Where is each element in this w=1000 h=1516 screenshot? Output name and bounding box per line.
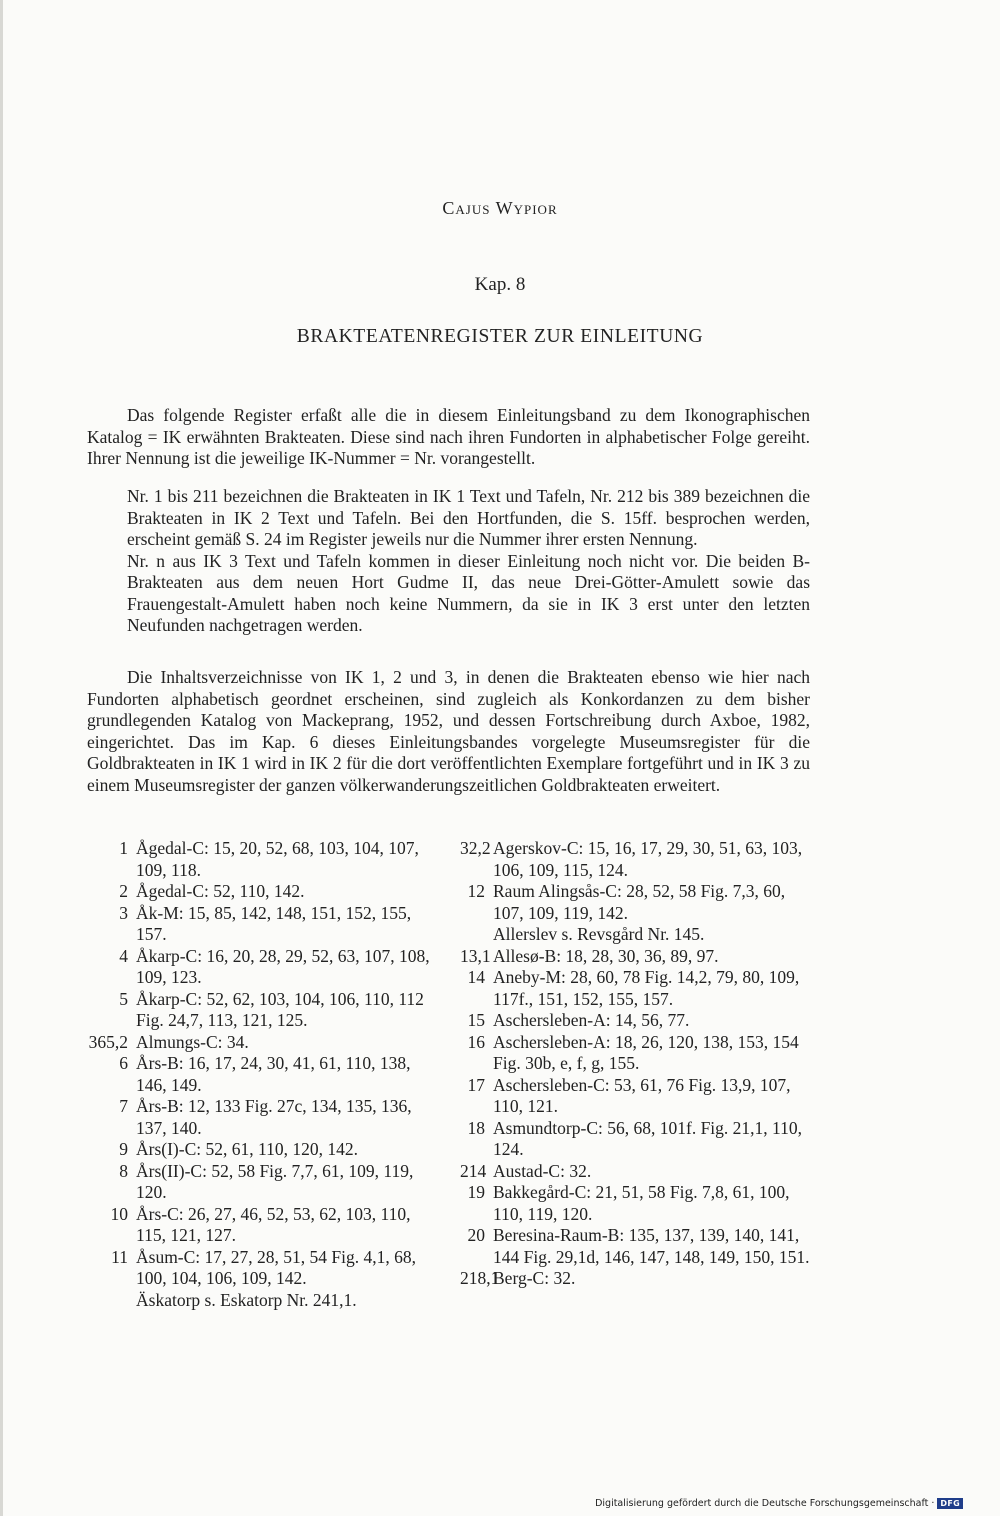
entry-text: Allerslev s. Revsgård Nr. 145. [493,924,705,944]
register-entry [82,946,432,989]
intro-paragraph-3: Nr. n aus IK 3 Text und Tafeln kommen in dieser Einleitung noch nicht vor. Die beiden B-Brakteaten aus dem neuen Hort Gudme II, das neue Drei-Götter-Amulett sowie das Frauengestalt-Amulett haben noch keine Nummern, da sie in IK 3 erst unter den letzten Neufunden nachgetragen werden. [127,550,810,635]
entry-number [82,1290,128,1312]
register-entry [82,1032,432,1054]
entry-number: 10 [110,1203,128,1224]
entry-number: 19 [467,1182,485,1202]
register-entry [460,967,810,1010]
entry-text: Års-B: 16, 17, 24, 30, 41, 61, 110, 138, 146, 149. [136,1053,411,1095]
register-entry [460,1161,810,1183]
entry-number [460,924,485,946]
register-entry [82,1290,432,1312]
entry-number: 5 [119,988,128,1009]
entry-number: 14 [467,967,485,987]
entry-text: Aschersleben-C: 53, 61, 76 Fig. 13,9, 107, 110, 121. [493,1074,791,1116]
entry-text: Ågedal-C: 15, 20, 52, 68, 103, 104, 107, 109, 118. [136,838,419,880]
entry-number: 15 [467,1010,485,1030]
entry-number: 16 [467,1031,485,1052]
register-entry [460,1268,810,1290]
entry-number: 11 [111,1246,128,1267]
register-entry [82,903,432,946]
chapter-title: BRAKTEATENREGISTER ZUR EINLEITUNG [296,326,704,347]
register-entry [460,838,810,881]
intro-paragraph-4: Die Inhaltsverzeichnisse von IK 1, 2 und 3, in denen die Brakteaten ebenso wie hier nach Fundorten alphabetisch geordnet erscheinen, sind zugleich als Konkordanzen zu dem bisher grundlegenden Katalog von Mackeprang, 1952, und dessen Fortschreibung durch Axboe, 1982, eingerichtet. Das im Kap. 6 dieses Einleitungsbandes vorgelegte Museumsregister für die Goldbrakteaten in IK 1 wird in IK 2 für die dort veröffentlichten Exemplare fortgeführt und in IK 3 zu einem Museumsregister der ganzen völkerwanderungszeitlichen Goldbrakteaten erweitert. [87,667,810,795]
entry-number: 3 [119,902,128,923]
indented-note [127,486,810,637]
entry-number: 218,1 [460,1268,500,1288]
entry-text: Berg-C: 32. [493,1268,576,1288]
register-entry [460,1182,810,1225]
register-entry [82,1204,432,1247]
register-column-left [82,838,432,1311]
entry-number: 7 [119,1096,128,1116]
entry-text: Beresina-Raum-B: 135, 137, 139, 140, 141, 144 Fig. 29,1d, 146, 147, 148, 149, 150, 151. [493,1225,810,1267]
footer-credit [595,1498,963,1509]
register-entry [460,881,810,924]
author-name: Cajus Wypior [442,198,558,218]
entry-number: 32,2 [460,838,491,858]
entry-text: Års-C: 26, 27, 46, 52, 53, 62, 103, 110, 115, 121, 127. [136,1203,411,1245]
entry-number: 13,1 [460,945,491,966]
register-column-right [460,838,810,1290]
entry-number: 8 [119,1160,128,1181]
entry-text: Almungs-C: 34. [136,1031,249,1052]
register-entry [82,1053,432,1096]
register-entry [82,1247,432,1290]
register-entry [82,838,432,881]
entry-text: Åkarp-C: 16, 20, 28, 29, 52, 63, 107, 108, 109, 123. [136,945,430,987]
entry-text: Agerskov-C: 15, 16, 17, 29, 30, 51, 63, 103, 106, 109, 115, 124. [493,838,803,880]
entry-text: Raum Alingsås-C: 28, 52, 58 Fig. 7,3, 60, 107, 109, 119, 142. [493,881,786,923]
entry-text: Aschersleben-A: 14, 56, 77. [493,1010,690,1030]
register-entry [82,1161,432,1204]
entry-text: Bakkegård-C: 21, 51, 58 Fig. 7,8, 61, 100, 110, 119, 120. [493,1182,790,1224]
intro-paragraph-2: Nr. 1 bis 211 bezeichnen die Brakteaten in IK 1 Text und Tafeln, Nr. 212 bis 389 bezeichnen die Brakteaten in IK 2 Text und Tafeln. Bei den Hortfunden, die S. 15ff. besprochen werden, erscheint gemäß S. 24 im Register jeweils nur die Nummer ihrer ersten Nennung. [127,486,810,549]
chapter-number: Kap. 8 [474,274,526,295]
page-edge [0,0,3,1516]
entry-text: Asmundtorp-C: 56, 68, 101f. Fig. 21,1, 110, 124. [493,1117,803,1159]
register-entry [460,1075,810,1118]
intro-paragraph-1: Das folgende Register erfaßt alle die in diesem Einleitungsband zu dem Ikonographischen Katalog = IK erwähnten Brakteaten. Diese sind nach ihren Fundorten in alphabetischer Folge gereiht. Ihrer Nennung ist die jeweilige IK-Nummer = Nr. vorangestellt. [87,405,810,468]
register-entry [460,1225,810,1268]
entry-text: Austad-C: 32. [493,1160,592,1181]
entry-text: Aschersleben-A: 18, 26, 120, 138, 153, 154 Fig. 30b, e, f, g, 155. [493,1031,799,1073]
entry-number: 9 [119,1139,128,1159]
entry-number: 18 [467,1117,485,1138]
entry-number: 12 [467,881,485,901]
entry-text: Äskatorp s. Eskatorp Nr. 241,1. [136,1289,357,1310]
entry-text: Åkarp-C: 52, 62, 103, 104, 106, 110, 112 Fig. 24,7, 113, 121, 125. [136,988,424,1030]
register-entry [82,1139,432,1161]
entry-text: Års(I)-C: 52, 61, 110, 120, 142. [136,1139,358,1159]
entry-number: 2 [119,881,128,901]
entry-text: Års(II)-C: 52, 58 Fig. 7,7, 61, 109, 119, 120. [136,1160,414,1202]
entry-text: Ågedal-C: 52, 110, 142. [136,881,305,901]
register-entry [82,881,432,903]
entry-number: 1 [119,838,128,858]
entry-number: 6 [119,1053,128,1073]
register-entry [460,1010,810,1032]
register-entry [460,946,810,968]
entry-number: 365,2 [88,1031,128,1052]
register-entry [460,924,810,946]
register-entry [460,1032,810,1075]
entry-number: 4 [119,945,128,966]
footer-text: Digitalisierung gefördert durch die Deutsche Forschungsgemeinschaft · [595,1498,935,1509]
entry-text: Allesø-B: 18, 28, 30, 36, 89, 97. [493,945,719,966]
register-entry [460,1118,810,1161]
entry-text: Åk-M: 15, 85, 142, 148, 151, 152, 155, 157. [136,902,412,944]
entry-number: 214 [460,1160,487,1181]
entry-text: Åsum-C: 17, 27, 28, 51, 54 Fig. 4,1, 68, 100, 104, 106, 109, 142. [136,1246,417,1288]
entry-text: Års-B: 12, 133 Fig. 27c, 134, 135, 136, 137, 140. [136,1096,412,1138]
register-entry [82,989,432,1032]
entry-text: Aneby-M: 28, 60, 78 Fig. 14,2, 79, 80, 109, 117f., 151, 152, 155, 157. [493,967,800,1009]
register-entry [82,1096,432,1139]
entry-number: 20 [467,1225,485,1245]
dfg-logo: DFG [937,1498,963,1509]
entry-number: 17 [467,1074,485,1095]
